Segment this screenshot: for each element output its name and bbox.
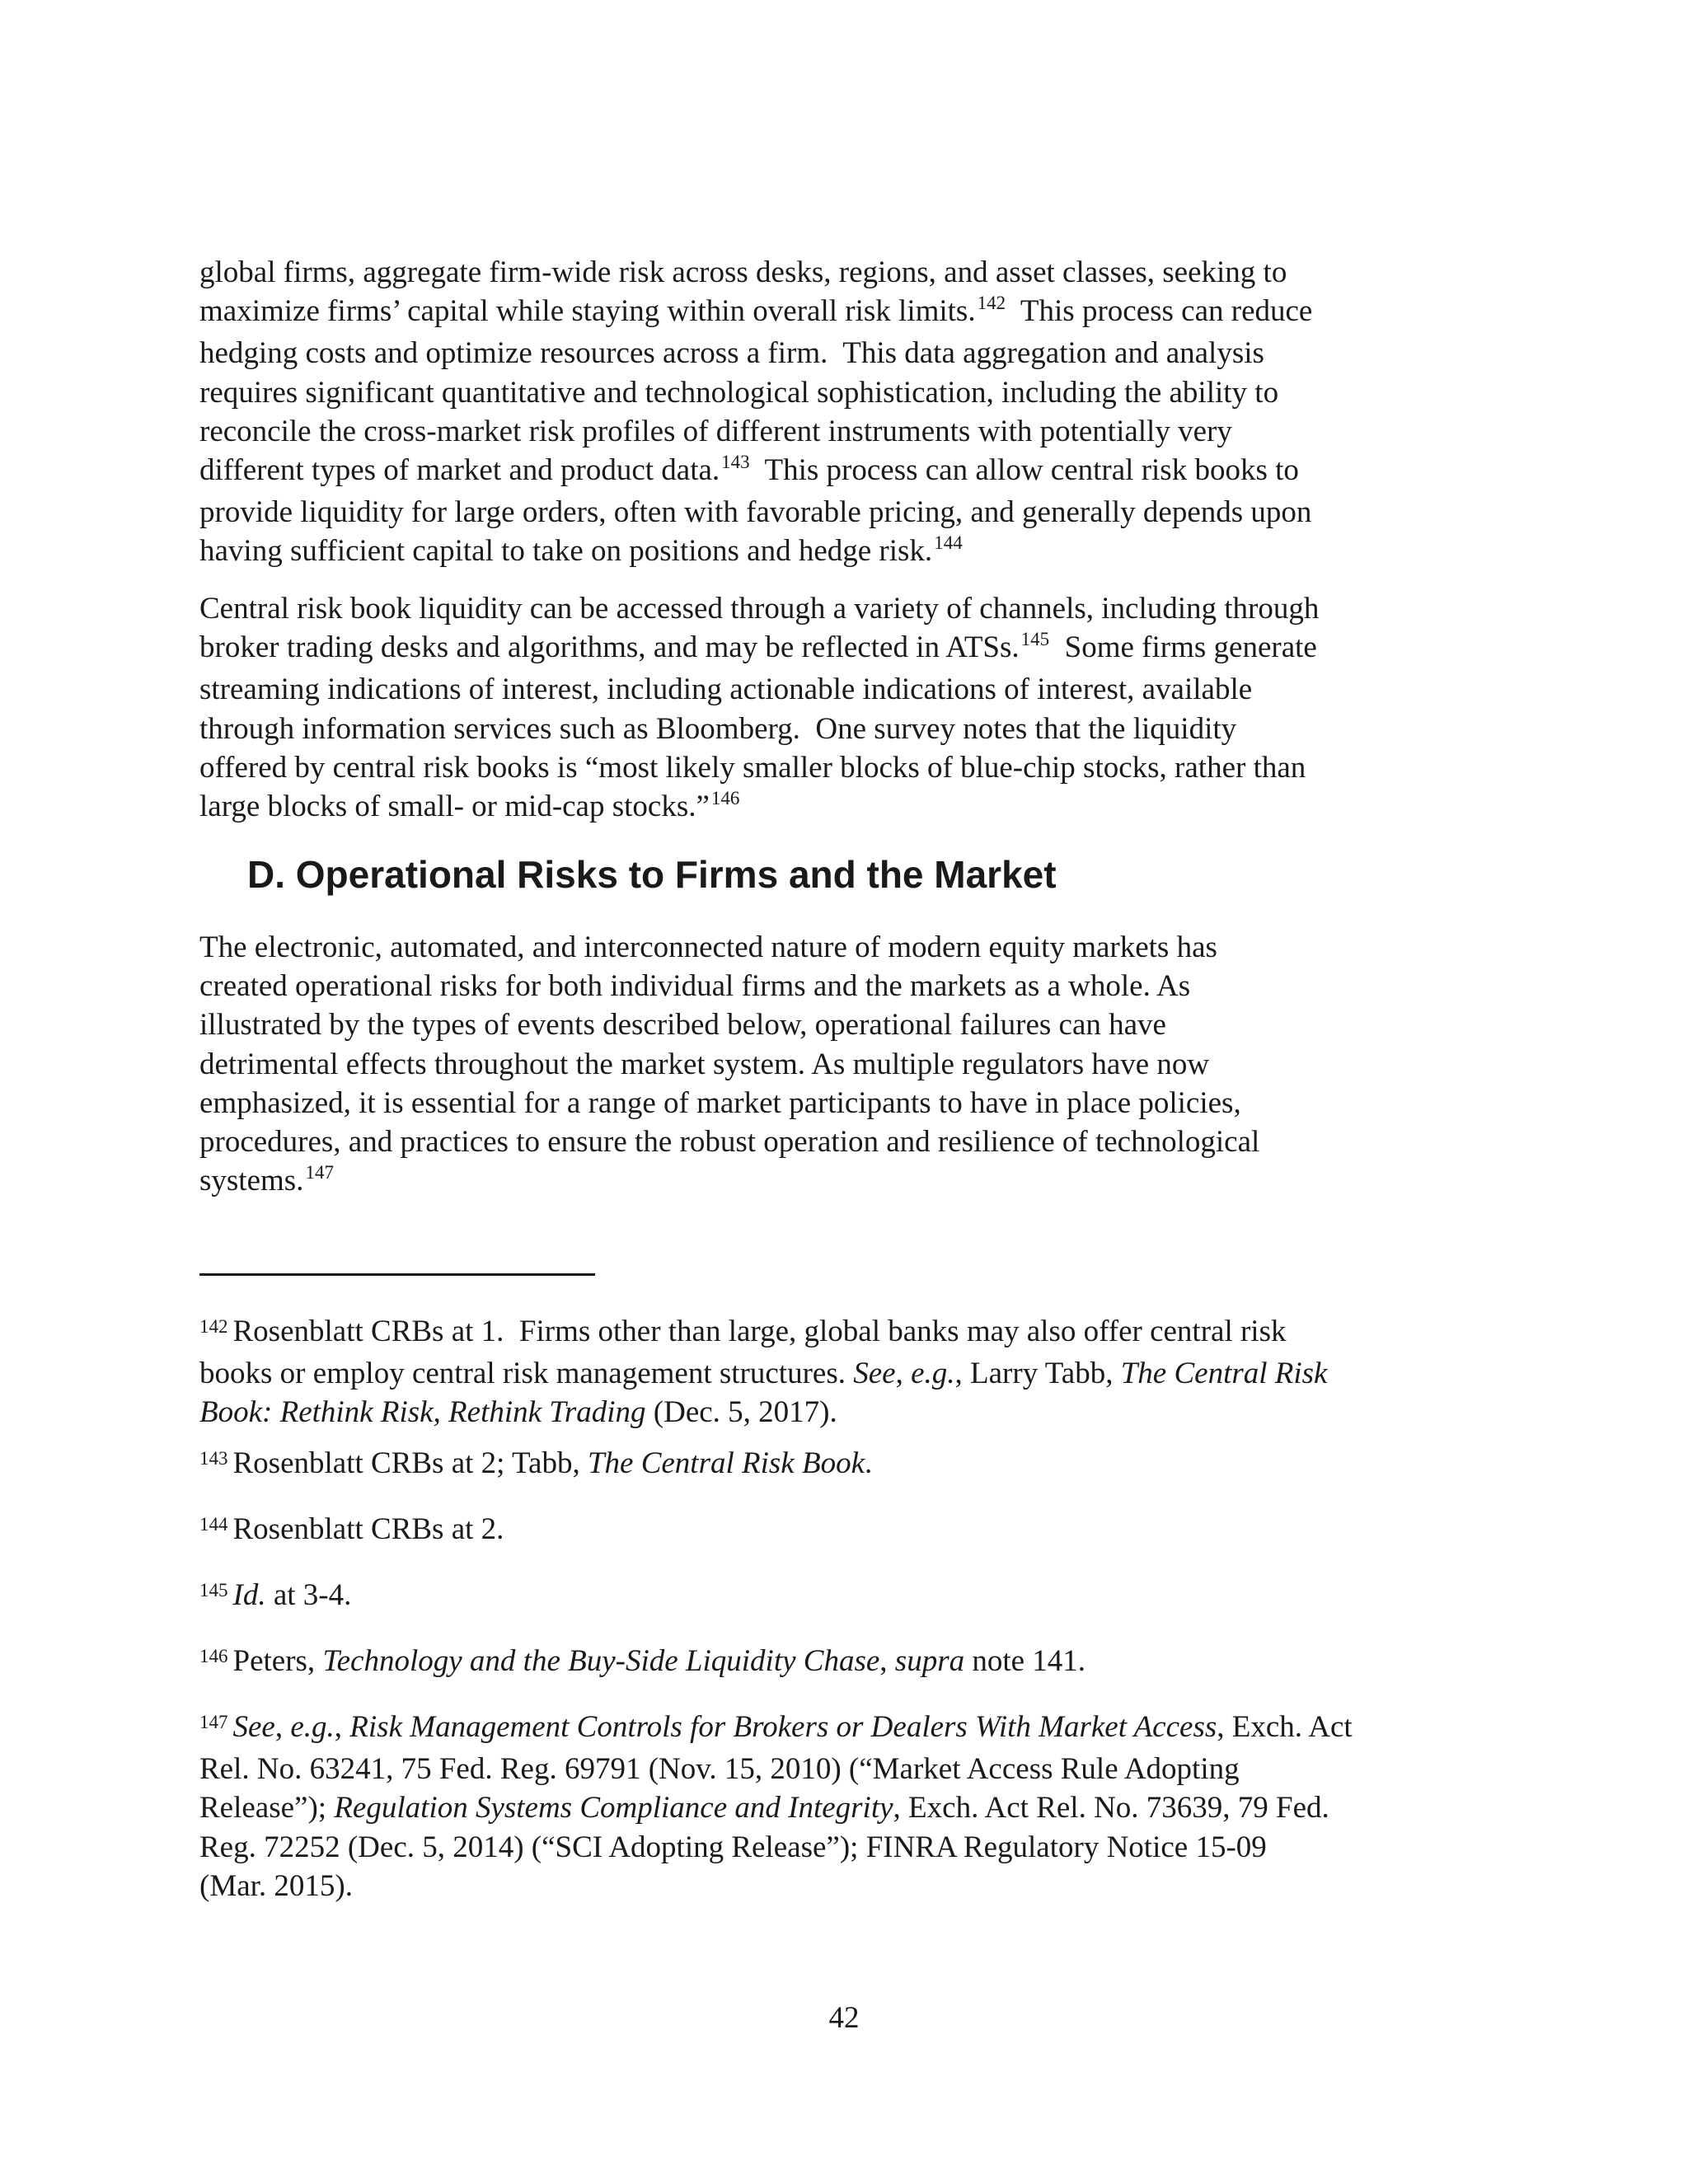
text-run: note 141. [964, 1644, 1086, 1678]
text-line [199, 292, 1312, 334]
italic-run: The Central Risk Book [587, 1446, 865, 1480]
text-run: , [274, 1710, 291, 1744]
text-line [199, 1161, 1259, 1203]
italic-run: See [232, 1710, 275, 1744]
text-line: requires significant quantitative and technological sophistication, including the ability to [199, 375, 1279, 410]
section-heading: D. Operational Risks to Firms and the Market [247, 853, 1057, 896]
text-line: provide liquidity for large orders, often with favorable pricing, and generally depends upon [199, 495, 1312, 530]
text-line [199, 628, 1319, 670]
text-line [199, 787, 1319, 829]
text-run: large blocks of small- or mid-cap stocks.” [199, 790, 710, 824]
footnote-reference-146[interactable]: 146 [710, 788, 740, 809]
text-line: hedging costs and optimize resources across a firm. This data aggregation and analysis [199, 336, 1264, 371]
footnote-number: 143 [199, 1448, 228, 1469]
footnote-143 [199, 1444, 872, 1486]
text-line: illustrated by the types of events described below, operational failures can have [199, 1008, 1166, 1043]
text-run: Release”); [199, 1791, 335, 1825]
text-run: books or employ central risk management structures. [199, 1357, 854, 1391]
text-line: streaming indications of interest, including actionable indications of interest, available [199, 673, 1253, 707]
footnote-reference-147[interactable]: 147 [305, 1162, 334, 1183]
italic-run: Book: Rethink Risk, Rethink Trading [199, 1395, 646, 1430]
footnote-reference-142[interactable]: 142 [977, 293, 1006, 314]
text-line [199, 451, 1312, 493]
text-run: Rosenblatt CRBs at 1. Firms other than large, global banks may also offer central risk [232, 1315, 1287, 1348]
text-line [199, 1444, 872, 1486]
italic-run: e.g. [911, 1357, 955, 1391]
text-run: Rosenblatt CRBs at 2. [232, 1512, 504, 1546]
text-run: different types of market and product data. [199, 453, 720, 488]
text-run: This process can allow central risk books to [749, 453, 1299, 488]
text-run: This process can reduce [1006, 294, 1313, 329]
text-run: Some firms generate [1049, 630, 1317, 665]
text-line: through information services such as Bloomberg. One survey notes that the liquidity [199, 711, 1237, 746]
text-line [199, 1354, 1327, 1393]
text-line [199, 1510, 504, 1552]
text-run: Rosenblatt CRBs at 2; Tabb, [232, 1446, 588, 1480]
text-line: Reg. 72252 (Dec. 5, 2014) (“SCI Adopting Release”); FINRA Regulatory Notice 15-09 [199, 1830, 1267, 1864]
footnote-number: 146 [199, 1646, 228, 1666]
text-line: procedures, and practices to ensure the robust operation and resilience of technological [199, 1125, 1260, 1160]
text-line: (Mar. 2015). [199, 1868, 353, 1903]
footnote-144 [199, 1510, 504, 1552]
text-run: , [334, 1710, 350, 1744]
text-line [199, 1576, 351, 1618]
footnote-147 [199, 1708, 1353, 1905]
footnote-number: 147 [199, 1712, 228, 1732]
text-run: Peters, [232, 1644, 323, 1678]
footnote-reference-145[interactable]: 145 [1020, 629, 1050, 650]
text-run: , Exch. Act [1217, 1710, 1353, 1744]
text-line: detrimental effects throughout the market system. As multiple regulators have now [199, 1047, 1210, 1081]
text-run: broker trading desks and algorithms, and may be reflected in ATSs. [199, 630, 1020, 665]
italic-run: See [853, 1357, 896, 1391]
italic-run: Technology and the Buy-Side Liquidity Chase [322, 1644, 880, 1678]
page-number: 42 [828, 2001, 860, 2035]
text-run: having sufficient capital to take on positions and hedge risk. [199, 534, 933, 569]
text-line: emphasized, it is essential for a range of market participants to have in place policies, [199, 1085, 1241, 1120]
body-paragraph-1 [199, 253, 1312, 574]
italic-run: The Central Risk [1120, 1357, 1328, 1391]
footnote-number: 142 [199, 1316, 228, 1337]
text-run: maximize firms’ capital while staying within overall risk limits. [199, 294, 976, 329]
text-run: (Dec. 5, 2017). [645, 1395, 837, 1430]
text-line: Rel. No. 63241, 75 Fed. Reg. 69791 (Nov. 15, 2010) (“Market Access Rule Adopting [199, 1752, 1240, 1787]
body-paragraph-2 [199, 589, 1319, 829]
footnote-reference-144[interactable]: 144 [934, 532, 963, 554]
text-line [199, 1642, 1085, 1684]
italic-run: e.g. [290, 1710, 335, 1744]
text-line: The electronic, automated, and interconnected nature of modern equity markets has [199, 930, 1217, 964]
italic-run: Regulation Systems Compliance and Integrity [334, 1791, 893, 1825]
text-line: offered by central risk books is “most likely smaller blocks of blue-chip stocks, rather than [199, 750, 1306, 785]
text-run: , [879, 1644, 895, 1678]
text-line: global firms, aggregate firm-wide risk across desks, regions, and asset classes, seeking to [199, 255, 1287, 289]
text-line: created operational risks for both individual firms and the markets as a whole. As [199, 969, 1191, 1004]
footnote-145 [199, 1576, 351, 1618]
footnote-number: 145 [199, 1580, 228, 1601]
text-line: reconcile the cross-market risk profiles of different instruments with potentially very [199, 414, 1232, 448]
text-run: systems. [199, 1164, 304, 1198]
text-line [199, 1393, 1327, 1432]
text-run: , Exch. Act Rel. No. 73639, 79 Fed. [893, 1791, 1329, 1825]
footnote-reference-143[interactable]: 143 [721, 452, 750, 473]
italic-run: Risk Management Controls for Brokers or Dealers With Market Access [349, 1710, 1217, 1744]
text-line [199, 532, 1312, 574]
text-run: . [865, 1446, 873, 1480]
footnote-142 [199, 1312, 1327, 1432]
body-paragraph-3 [199, 928, 1259, 1203]
text-run: at 3-4. [265, 1578, 352, 1612]
italic-run: Id. [232, 1578, 266, 1612]
footnote-146 [199, 1642, 1085, 1684]
text-line [199, 1788, 1353, 1827]
text-line [199, 1708, 1353, 1750]
text-line: Central risk book liquidity can be accessed through a variety of channels, including through [199, 592, 1320, 626]
text-run: , Larry Tabb, [954, 1357, 1121, 1391]
text-line [199, 1312, 1327, 1354]
footnote-number: 144 [199, 1514, 228, 1535]
text-run: , [895, 1357, 912, 1391]
footnote-separator [199, 1273, 595, 1276]
italic-run: supra [894, 1644, 965, 1678]
